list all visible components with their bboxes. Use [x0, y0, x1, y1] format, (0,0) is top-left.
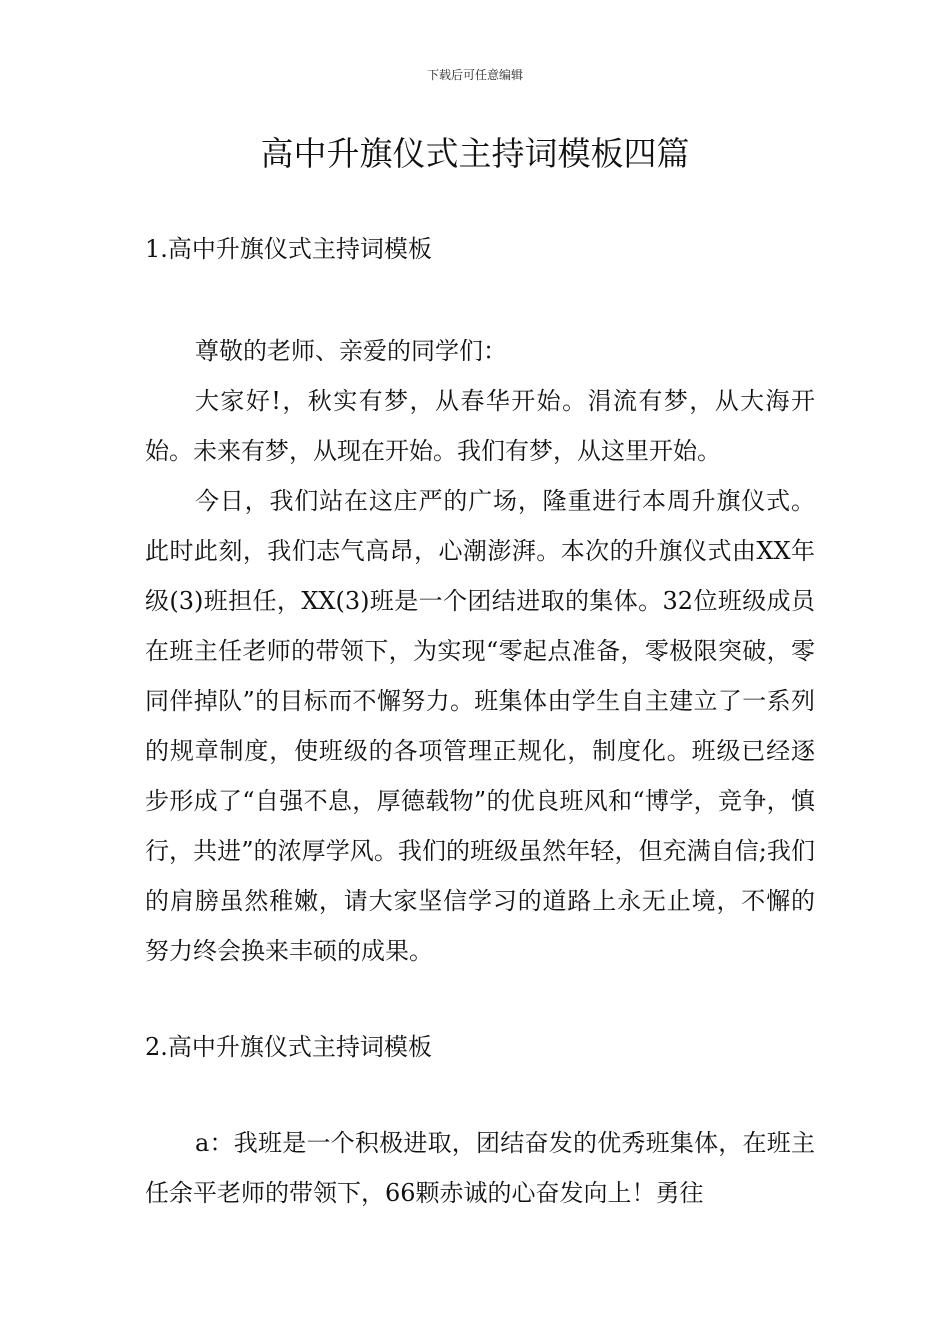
document-title: 高中升旗仪式主持词模板四篇: [260, 134, 690, 173]
paragraph-greeting: 大家好!，秋实有梦，从春华开始。涓流有梦，从大海开始。未来有梦，从现在开始。我们有梦，从这里开始。: [145, 387, 815, 465]
paragraph-salutation: 尊敬的老师、亲爱的同学们：: [195, 337, 507, 365]
section-heading-2: 2.高中升旗仪式主持词模板: [145, 1033, 432, 1061]
section-heading-1: 1.高中升旗仪式主持词模板: [145, 235, 432, 263]
paragraph-body: 今日，我们站在这庄严的广场，隆重进行本周升旗仪式。此时此刻，我们志气高昂，心潮澎湃。本次的升旗仪式由XX年级(3)班担任，XX(3)班是一个团结进取的集体。32位班级成员在班主任老师的带领下，为实现“零起点准备，零极限突破，零同伴掉队”的目标而不懈努力。班集体由学生自主建立了一系列的规章制度，使班级的各项管理正规化，制度化。班级已经逐步形成了“自强不息，厚德载物”的优良班风和“博学，竞争，慎行，共进”的浓厚学风。我们的班级虽然年轻，但充满自信;我们的肩膀虽然稚嫩，请大家坚信学习的道路上永无止境，不懈的努力终会换来丰硕的成果。: [145, 487, 815, 965]
paragraph-section-2: a：我班是一个积极进取，团结奋发的优秀班集体，在班主任余平老师的带领下，66颗赤诚的心奋发向上！勇往: [145, 1129, 815, 1207]
page-header-note: 下载后可任意编辑: [426, 68, 523, 82]
